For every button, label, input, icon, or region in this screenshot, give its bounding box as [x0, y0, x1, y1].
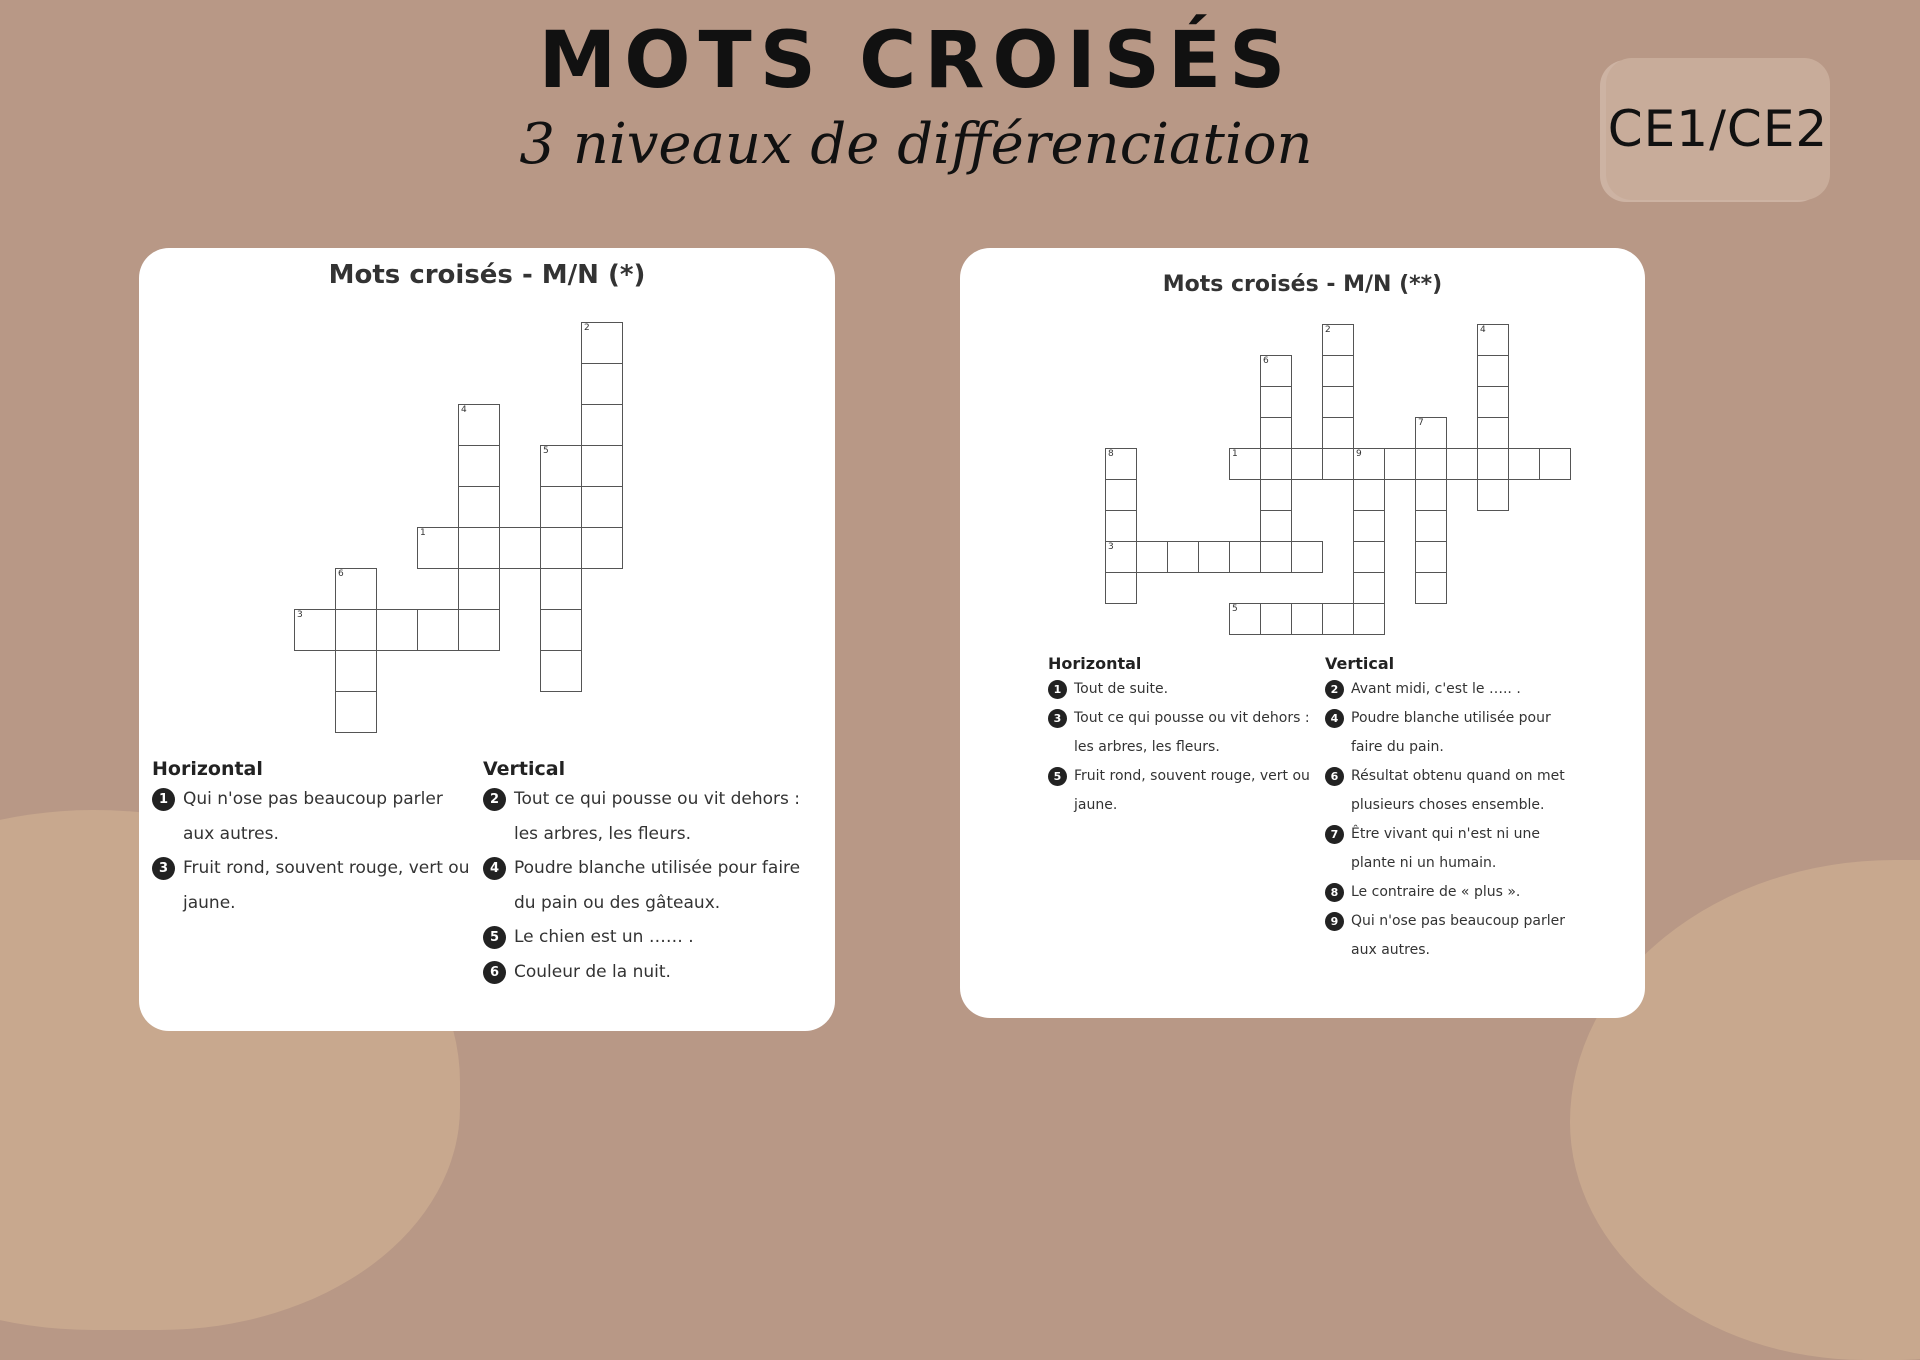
clue-text: Fruit rond, souvent rouge, vert ou jaune.	[183, 858, 470, 913]
clue-number: 8	[1325, 883, 1344, 902]
clue-number: 3	[152, 857, 175, 880]
crossword-cell[interactable]	[1353, 479, 1385, 511]
clue-number: 3	[1048, 709, 1067, 728]
crossword-cell[interactable]	[417, 609, 459, 651]
crossword-cell[interactable]	[540, 486, 582, 528]
clue-item	[1048, 675, 1318, 704]
vertical-heading: Vertical	[483, 758, 566, 780]
clue-number: 1	[152, 788, 175, 811]
clue-item	[1325, 907, 1575, 965]
clue-text: Résultat obtenu quand on met plusieurs choses ensemble.	[1351, 768, 1565, 813]
clue-text: Poudre blanche utilisée pour faire du pain ou des gâteaux.	[514, 858, 801, 913]
cell-number: 6	[338, 569, 344, 579]
crossword-cell[interactable]	[376, 609, 418, 651]
crossword-cell[interactable]	[1260, 510, 1292, 542]
clue-item	[1325, 878, 1575, 907]
crossword-cell[interactable]	[1322, 417, 1354, 449]
clue-item	[483, 782, 803, 851]
crossword-cell[interactable]	[499, 527, 541, 569]
crossword-cell[interactable]	[1229, 541, 1261, 573]
crossword-cell[interactable]	[1105, 448, 1137, 480]
clue-text: Avant midi, c'est le ….. .	[1351, 681, 1521, 697]
crossword-cell[interactable]	[1477, 479, 1509, 511]
vertical-clues	[483, 758, 803, 989]
crossword-cell[interactable]	[540, 568, 582, 610]
crossword-cell[interactable]	[1539, 448, 1571, 480]
crossword-cell[interactable]	[458, 445, 500, 487]
crossword-cell[interactable]	[581, 404, 623, 446]
cell-number: 5	[543, 446, 549, 456]
crossword-cell[interactable]	[1353, 572, 1385, 604]
crossword-cell[interactable]	[581, 527, 623, 569]
crossword-cell[interactable]	[1260, 479, 1292, 511]
clue-number: 1	[1048, 680, 1067, 699]
crossword-cell[interactable]	[1105, 541, 1137, 573]
crossword-cell[interactable]	[1477, 448, 1509, 480]
crossword-cell[interactable]	[1229, 448, 1261, 480]
crossword-cell[interactable]	[1167, 541, 1199, 573]
card-title: Mots croisés - M/N (*)	[328, 260, 646, 290]
clue-text: Le chien est un …… .	[514, 927, 694, 947]
cell-number: 8	[1108, 449, 1114, 459]
crossword-cell[interactable]	[458, 527, 500, 569]
card-title: Mots croisés - M/N (**)	[1162, 272, 1443, 297]
clue-item	[1325, 704, 1575, 762]
clue-text: Poudre blanche utilisée pour faire du pain.	[1351, 710, 1551, 755]
clue-item	[152, 782, 472, 851]
crossword-cell[interactable]	[1322, 324, 1354, 356]
clue-number: 6	[483, 961, 506, 984]
clue-text: Tout ce qui pousse ou vit dehors : les arbres, les fleurs.	[1074, 710, 1310, 755]
crossword-cell[interactable]	[1322, 603, 1354, 635]
crossword-cell[interactable]	[581, 322, 623, 364]
cell-number: 5	[1232, 604, 1238, 614]
clue-text: Qui n'ose pas beaucoup parler aux autres.	[183, 789, 443, 844]
clue-number: 9	[1325, 912, 1344, 931]
clue-item	[483, 955, 803, 990]
crossword-cell[interactable]	[294, 609, 336, 651]
horizontal-heading: Horizontal	[152, 758, 263, 780]
crossword-cell[interactable]	[581, 445, 623, 487]
crossword-cell[interactable]	[1260, 355, 1292, 387]
crossword-cell[interactable]	[1136, 541, 1168, 573]
horizontal-heading: Horizontal	[1048, 654, 1142, 673]
crossword-cell[interactable]	[458, 609, 500, 651]
cell-number: 6	[1263, 356, 1269, 366]
page-subtitle: 3 niveaux de différenciation	[519, 112, 1313, 177]
crossword-cell[interactable]	[1260, 603, 1292, 635]
crossword-cell[interactable]	[540, 527, 582, 569]
crossword-cell[interactable]	[540, 445, 582, 487]
crossword-cell[interactable]	[1291, 603, 1323, 635]
clue-item	[1048, 704, 1318, 762]
cell-number: 2	[584, 323, 590, 333]
clue-number: 4	[1325, 709, 1344, 728]
clue-number: 6	[1325, 767, 1344, 786]
crossword-cell[interactable]	[1415, 510, 1447, 542]
clue-text: Être vivant qui n'est ni une plante ni un humain.	[1351, 826, 1540, 871]
crossword-cell[interactable]	[335, 609, 377, 651]
crossword-cell[interactable]	[1105, 479, 1137, 511]
crossword-cell[interactable]	[1260, 386, 1292, 418]
vertical-clues	[1325, 654, 1575, 965]
crossword-cell[interactable]	[1415, 479, 1447, 511]
cell-number: 3	[1108, 542, 1114, 552]
cell-number: 4	[1480, 325, 1486, 335]
vertical-heading: Vertical	[1325, 654, 1395, 673]
clue-item	[1325, 675, 1575, 704]
clue-item	[483, 851, 803, 920]
clue-number: 5	[1048, 767, 1067, 786]
crossword-cell[interactable]	[1508, 448, 1540, 480]
clue-number: 5	[483, 926, 506, 949]
level-badge: CE1/CE2	[1606, 58, 1830, 200]
crossword-cell[interactable]	[1415, 541, 1447, 573]
crossword-cell[interactable]	[540, 609, 582, 651]
crossword-cell[interactable]	[1322, 355, 1354, 387]
clue-text: Fruit rond, souvent rouge, vert ou jaune.	[1074, 768, 1310, 813]
clue-item	[152, 851, 472, 920]
cell-number: 2	[1325, 325, 1331, 335]
cell-number: 1	[1232, 449, 1238, 459]
crossword-cell[interactable]	[1477, 417, 1509, 449]
crossword-cell[interactable]	[335, 650, 377, 692]
clue-text: Qui n'ose pas beaucoup parler aux autres.	[1351, 913, 1565, 958]
crossword-cell[interactable]	[1415, 417, 1447, 449]
crossword-cell[interactable]	[1384, 448, 1416, 480]
crossword-cell[interactable]	[1446, 448, 1478, 480]
crossword-cell[interactable]	[1415, 448, 1447, 480]
crossword-cell[interactable]	[1198, 541, 1230, 573]
crossword-cell[interactable]	[1322, 448, 1354, 480]
clue-item	[1048, 762, 1318, 820]
crossword-cell[interactable]	[335, 691, 377, 733]
clue-number: 4	[483, 857, 506, 880]
clue-item	[483, 920, 803, 955]
cell-number: 4	[461, 405, 467, 415]
crossword-cell[interactable]	[1477, 355, 1509, 387]
cell-number: 7	[1418, 418, 1424, 428]
crossword-cell[interactable]	[581, 486, 623, 528]
horizontal-clues	[152, 758, 472, 920]
page-title: MOTS CROISÉS	[538, 16, 1294, 106]
crossword-cell[interactable]	[335, 568, 377, 610]
crossword-cell[interactable]	[1415, 572, 1447, 604]
cell-number: 1	[420, 528, 426, 538]
crossword-cell[interactable]	[540, 650, 582, 692]
crossword-cell[interactable]	[1105, 510, 1137, 542]
clue-item	[1325, 762, 1575, 820]
cell-number: 3	[297, 610, 303, 620]
crossword-cell[interactable]	[1260, 417, 1292, 449]
clue-text: Tout de suite.	[1074, 681, 1169, 697]
crossword-cell[interactable]	[1353, 448, 1385, 480]
crossword-cell[interactable]	[1353, 603, 1385, 635]
clue-item	[1325, 820, 1575, 878]
crossword-cell[interactable]	[458, 404, 500, 446]
crossword-cell[interactable]	[458, 568, 500, 610]
clue-text: Couleur de la nuit.	[514, 961, 671, 982]
crossword-cell[interactable]	[1260, 448, 1292, 480]
crossword-card-easy	[139, 248, 835, 1031]
crossword-cell[interactable]	[1291, 541, 1323, 573]
crossword-cell[interactable]	[581, 363, 623, 405]
crossword-cell[interactable]	[1322, 386, 1354, 418]
crossword-cell[interactable]	[1477, 324, 1509, 356]
crossword-cell[interactable]	[1353, 541, 1385, 573]
crossword-card-medium	[960, 248, 1645, 1018]
horizontal-clues	[1048, 654, 1318, 820]
crossword-cell[interactable]	[1477, 386, 1509, 418]
clue-number: 2	[1325, 680, 1344, 699]
crossword-cell[interactable]	[417, 527, 459, 569]
crossword-cell[interactable]	[458, 486, 500, 528]
crossword-cell[interactable]	[1260, 541, 1292, 573]
clue-number: 7	[1325, 825, 1344, 844]
cell-number: 9	[1356, 449, 1362, 459]
clue-number: 2	[483, 788, 506, 811]
crossword-cell[interactable]	[1353, 510, 1385, 542]
crossword-cell[interactable]	[1105, 572, 1137, 604]
clue-text: Le contraire de « plus ».	[1351, 884, 1521, 900]
crossword-cell[interactable]	[1291, 448, 1323, 480]
clue-text: Tout ce qui pousse ou vit dehors : les arbres, les fleurs.	[514, 789, 801, 844]
crossword-cell[interactable]	[1229, 603, 1261, 635]
